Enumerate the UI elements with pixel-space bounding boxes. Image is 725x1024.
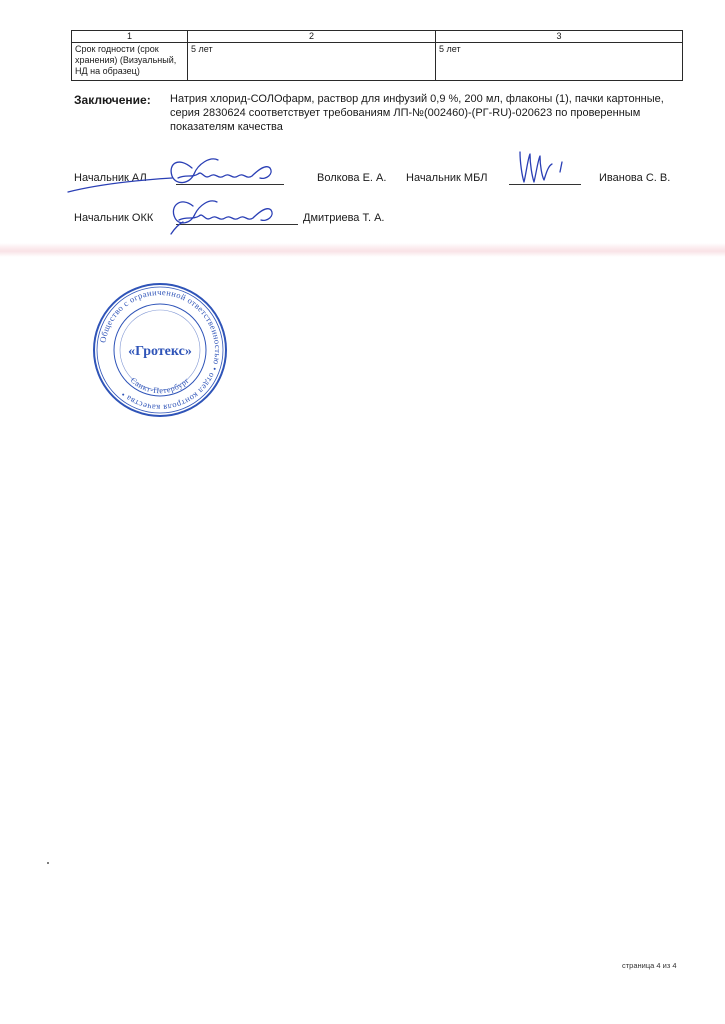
stamp-bottom-text: Санкт-Петербург	[128, 375, 192, 396]
company-stamp	[90, 280, 230, 420]
page-number: страница 4 из 4	[622, 961, 677, 970]
column-header: 3	[436, 31, 683, 43]
page-fold-mark	[0, 243, 725, 257]
mbl-title: Начальник МБЛ	[406, 172, 488, 184]
parameter-cell: Срок годности (срок хранения) (Визуальный, НД на образец)	[72, 43, 188, 81]
al-name: Волкова Е. А.	[317, 172, 387, 184]
scan-speck	[47, 862, 49, 864]
okk-title: Начальник ОКК	[74, 212, 154, 224]
mbl-handwritten-signature	[500, 144, 580, 188]
requirement-cell: 5 лет	[188, 43, 436, 81]
result-cell: 5 лет	[436, 43, 683, 81]
stamp-outer-text: Общество с ограниченной ответственностью • отдел контроля качества •	[97, 286, 224, 414]
svg-text:Санкт-Петербург	[129, 376, 192, 396]
al-title: Начальник АЛ	[74, 172, 147, 184]
conclusion-text: Натрия хлорид-СОЛОфарм, раствор для инфузий 0,9 %, 200 мл, флаконы (1), пачки картонные, серия 2830624 соответствует требованиям ЛП-№(002460)-(РГ-RU)-020623 по проверенным показателям качества	[170, 93, 664, 133]
table-header-row	[72, 31, 683, 43]
stamp-seal	[90, 280, 230, 420]
mbl-name: Иванова С. В.	[599, 172, 671, 184]
column-header: 1	[72, 31, 188, 43]
okk-handwritten-signature	[165, 194, 305, 238]
table-row	[72, 43, 683, 81]
column-header: 2	[188, 31, 436, 43]
quality-table	[71, 30, 683, 81]
stamp-center-text: «Гротекс»	[128, 344, 192, 359]
al-handwritten-signature	[60, 150, 300, 200]
conclusion-label: Заключение:	[74, 93, 151, 107]
okk-name: Дмитриева Т. А.	[303, 212, 385, 224]
